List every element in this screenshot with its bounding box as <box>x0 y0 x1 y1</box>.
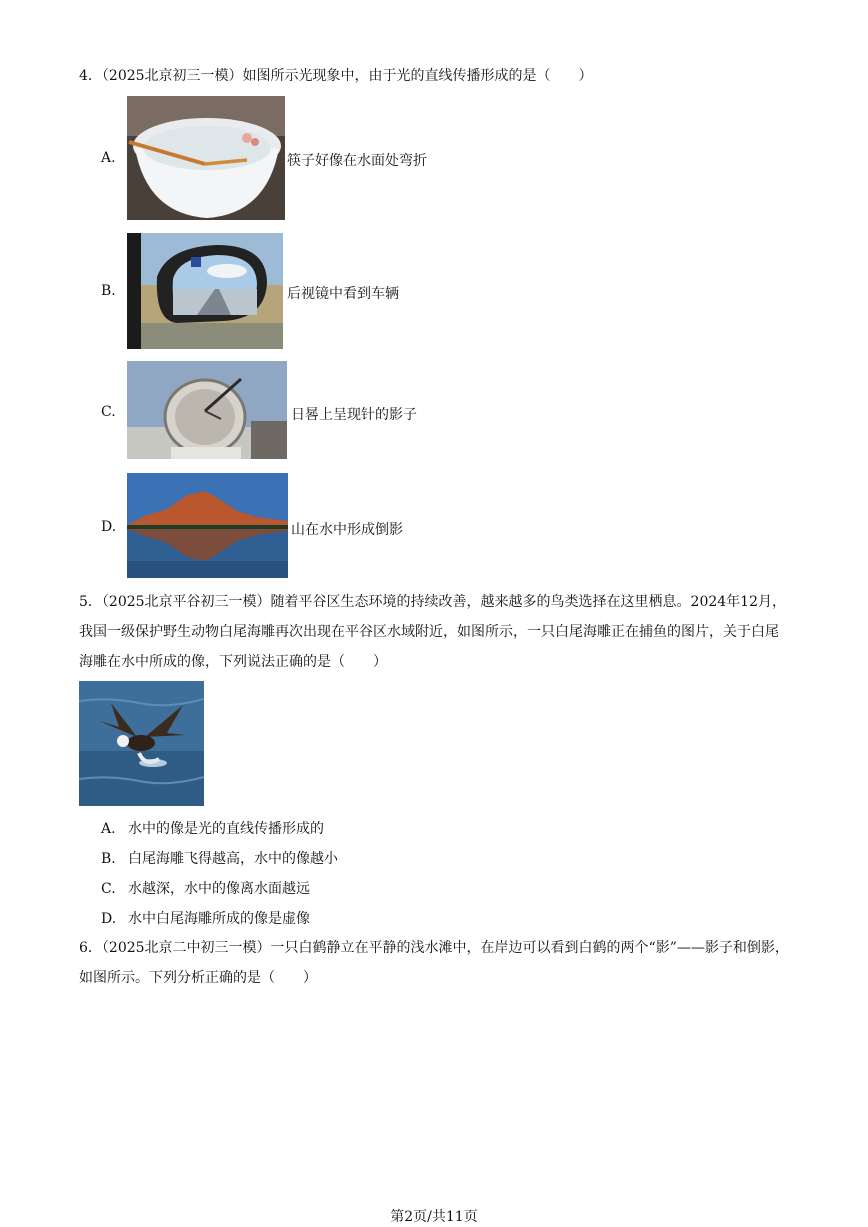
q5-option-d-label: D. <box>101 911 117 927</box>
q4-option-a-label[interactable]: A. <box>101 150 116 166</box>
q5-option-c-label: C. <box>101 881 116 897</box>
q5-image-eagle-fishing <box>79 681 204 806</box>
q5-option-a-text: 水中的像是光的直线传播形成的 <box>128 821 324 837</box>
q5-option-d-text: 水中白尾海雕所成的像是虚像 <box>128 911 310 927</box>
q5-option-a[interactable] <box>101 818 324 838</box>
q4-option-b-label[interactable]: B. <box>101 283 116 299</box>
q5-option-b[interactable] <box>101 848 338 868</box>
q4-option-b-image-mirror <box>127 233 283 349</box>
q5-option-b-label: B. <box>101 851 116 867</box>
q4-option-d-image-mountain-reflection <box>127 473 288 578</box>
q4-option-c-image-sundial <box>127 361 287 459</box>
q4-option-d-caption: 山在水中形成倒影 <box>291 522 403 538</box>
q4-option-a-caption: 筷子好像在水面处弯折 <box>287 153 427 169</box>
q4-option-c-caption: 日晷上呈现针的影子 <box>291 407 417 423</box>
question-4-stem: 4．（2025北京初三一模）如图所示光现象中，由于光的直线传播形成的是（ ） <box>79 68 593 84</box>
q4-option-b-caption: 后视镜中看到车辆 <box>287 286 399 302</box>
q4-option-d-label[interactable]: D. <box>101 519 117 535</box>
q5-option-c[interactable] <box>101 878 310 898</box>
q5-option-d[interactable] <box>101 908 310 928</box>
q5-option-b-text: 白尾海雕飞得越高，水中的像越小 <box>128 851 338 867</box>
q4-option-a-image-bowl-chopstick <box>127 96 285 220</box>
page-number: 第2页/共11页 <box>390 1209 478 1225</box>
q5-option-c-text: 水越深，水中的像离水面越远 <box>128 881 310 897</box>
q5-option-a-label: A. <box>101 821 116 837</box>
question-5-stem: 5．（2025北京平谷初三一模）随着平谷区生态环境的持续改善，越来越多的鸟类选择在这里栖息。2024年12月，我国一级保护野生动物白尾海雕再次出现在平谷区水域附近，如图所示，一只白尾海雕正在捕鱼的图片，关于白尾海雕在水中所成的像，下列说法正确的是（ ） <box>79 594 786 670</box>
q4-option-c-label[interactable]: C. <box>101 404 116 420</box>
question-6-stem: 6．（2025北京二中初三一模）一只白鹤静立在平静的浅水滩中，在岸边可以看到白鹤的两个“影”——影子和倒影，如图所示。下列分析正确的是（ ） <box>79 940 789 986</box>
